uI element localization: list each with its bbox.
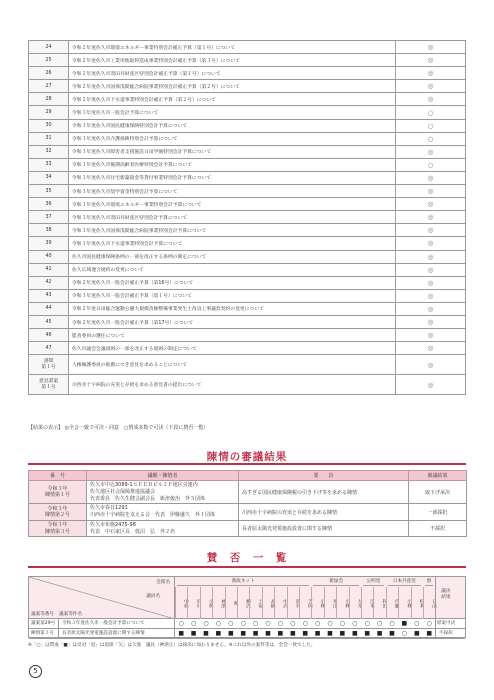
motion-number: 34 xyxy=(29,171,69,184)
votes-title-rule xyxy=(28,566,466,568)
party-underline xyxy=(313,585,359,586)
motion-result: ◎ xyxy=(396,54,466,67)
motion-title: 令和２年度佐久市一般会計補正予算（第16号）について xyxy=(69,276,396,289)
motion-row xyxy=(29,329,466,342)
member-name: 大井 xyxy=(349,587,361,619)
member-name: 小林 xyxy=(200,587,212,619)
motion-title: 令和３年度佐久市下水道事業特別会計予算について xyxy=(69,237,396,250)
member-name: 松本 xyxy=(411,587,423,619)
motion-title: 令和３年度佐久市障害者支援施設日田学園特別会計予算について xyxy=(69,145,396,158)
page-number: 5 xyxy=(29,665,42,678)
motion-number: 39 xyxy=(29,237,69,250)
vote-mark: ■ xyxy=(314,630,321,637)
motion-row xyxy=(29,132,466,145)
member-name: 市川 xyxy=(187,587,199,619)
motion-row xyxy=(29,250,466,263)
member-name: 日山 xyxy=(423,587,435,619)
member-name: 吉岡 xyxy=(299,587,311,619)
motion-title: 人権擁護委員の推薦につき意見を求めることについて xyxy=(69,355,396,375)
motion-row xyxy=(29,119,466,132)
motion-number: 諮問 第１号 xyxy=(29,355,69,375)
motion-row xyxy=(29,41,466,54)
motion-result: ○ xyxy=(396,132,466,145)
party-underline xyxy=(363,585,384,586)
vote-mark: ○ xyxy=(228,620,234,627)
corner-label-party: 会派名 xyxy=(156,580,170,585)
motion-number: 28 xyxy=(29,93,69,106)
motion-result: ○ xyxy=(396,119,466,132)
member-name: 柳沢 xyxy=(237,587,249,619)
motion-row xyxy=(29,93,466,106)
vote-mark: ○ xyxy=(314,620,321,627)
member-name: 中沢 xyxy=(274,587,286,619)
votes-header xyxy=(29,577,465,619)
vote-mark: ■ xyxy=(252,630,259,637)
motion-title: 令和２年度佐久市下水道事業特別会計補正予算（第２号）について xyxy=(69,93,396,106)
vote-mark: ■ xyxy=(227,630,234,637)
vote-row-number: 議案第29号 xyxy=(29,619,59,628)
petitions-header-row xyxy=(29,471,467,481)
motion-result: ◎ xyxy=(396,237,466,250)
result-header: 議決 結果 xyxy=(435,577,455,619)
motion-row xyxy=(29,80,466,93)
petition-row xyxy=(29,504,467,521)
motion-number: 30 xyxy=(29,119,69,132)
motion-result: ◎ xyxy=(396,41,466,54)
motion-result: ◎ xyxy=(396,211,466,224)
vote-mark: ■ xyxy=(351,630,358,637)
vote-mark: ○ xyxy=(240,620,246,627)
motion-result: ◎ xyxy=(396,198,466,211)
motion-row xyxy=(29,158,466,171)
petitioner-line: 代表委員 佐久生健会副会長 新津俊治 外５団体 xyxy=(90,495,206,502)
motion-title: 令和２年度日田総合運動公園大規模改修整備事業発生土改良工事議負契約の変更について xyxy=(69,302,396,315)
vote-row xyxy=(29,629,465,639)
vote-mark: ■ xyxy=(215,630,222,637)
corner-label-member: 議員名 xyxy=(146,594,160,599)
vote-mark: ○ xyxy=(277,620,283,627)
motion-result: ◎ xyxy=(396,375,466,395)
motion-title: 監査委員の選任について xyxy=(69,329,396,342)
vote-mark: ■ xyxy=(178,630,185,637)
motion-title: 令和３年度佐久市住宅新築資金等貸付事業特別会計予算について xyxy=(69,171,396,184)
motion-title: 令和３年度佐久市後期高齢者医療特別会計予算について xyxy=(69,158,396,171)
motion-row xyxy=(29,106,466,119)
motion-number: 27 xyxy=(29,80,69,93)
motion-row xyxy=(29,211,466,224)
motion-number: 24 xyxy=(29,41,69,54)
party-label: 公明党 xyxy=(366,579,381,584)
vote-mark: ■ xyxy=(339,630,346,637)
motion-title: 令和２年度佐久市一般会計補正予算（第17号）について xyxy=(69,315,396,328)
vote-mark: ■ xyxy=(265,630,271,637)
vote-row xyxy=(29,619,465,629)
party-underline xyxy=(177,585,309,586)
vote-row-number: 陳情第３号 xyxy=(29,629,59,638)
vote-row-result: 不採択 xyxy=(435,629,455,638)
motion-result: ◎ xyxy=(396,302,466,315)
vote-mark: ○ xyxy=(352,620,358,627)
motion-title: 令和３年度佐久市環境エネルギー事業特別会計予算について xyxy=(69,198,396,211)
petition-number: 令和３年 陳情第１号 xyxy=(29,481,87,504)
motion-result: ◎ xyxy=(396,329,466,342)
petition-summary: 川西赤十字病院の充実と存続を求める陳情 xyxy=(239,504,409,521)
vote-mark: ■ xyxy=(277,630,284,637)
motion-title: 令和３年度佐久市一般会計予算について xyxy=(69,106,396,119)
motion-row xyxy=(29,67,466,80)
vote-mark: ■ xyxy=(240,630,247,637)
motion-row xyxy=(29,237,466,250)
motion-number: 38 xyxy=(29,224,69,237)
petitions-header-petitioner: 議願・陳情者 xyxy=(87,471,239,481)
member-name: 小林 xyxy=(311,587,323,619)
motion-result: ◎ xyxy=(396,185,466,198)
motion-result: ◎ xyxy=(396,67,466,80)
motion-title: 令和２年度佐久市工業用地取得造成事業特別会計補正予算（第３号）について xyxy=(69,54,396,67)
motion-title: 令和３年度佐久市国民健康保険特別会計予算について xyxy=(69,119,396,132)
member-name: 井出 xyxy=(324,587,336,619)
vote-mark: ○ xyxy=(252,620,259,627)
member-name: 江本 xyxy=(361,587,373,619)
petitions-body xyxy=(29,481,467,537)
petition-number: 令和３年 陳情第３号 xyxy=(29,520,87,537)
petition-summary: 高すぎる国民健康保険税の引き下げ等を求める陳情 xyxy=(239,481,409,504)
motion-title: 令和３年度佐久市介護保険特別会計予算について xyxy=(69,132,396,145)
petitioner-line: 佐久市中込3089-1ＳＥＥＤビル２Ｆ地区労連内 xyxy=(90,482,198,488)
vote-mark: ○ xyxy=(178,620,184,627)
vote-mark: ■ xyxy=(376,630,383,637)
motion-number: 42 xyxy=(29,276,69,289)
petitions-header-no: 番 号 xyxy=(29,471,87,481)
vote-mark: ○ xyxy=(364,620,370,627)
member-name: 中條 xyxy=(175,587,187,619)
motion-row xyxy=(29,355,466,375)
motion-number: 44 xyxy=(29,302,69,315)
motion-title: 佐久広域連合規約の変更について xyxy=(69,263,396,276)
motion-title: 佐久市議会会議規則の一部を改正する規則の制定について xyxy=(69,342,396,355)
corner-label-title: 議案等件名 xyxy=(59,612,82,617)
vote-mark: ○ xyxy=(339,620,345,627)
vote-mark: ■ xyxy=(327,630,333,637)
vote-row-result: 原案可決 xyxy=(436,621,456,626)
motion-result: ◎ xyxy=(396,93,466,106)
vote-mark: ○ xyxy=(376,620,383,627)
petitions-header-summary: 要 旨 xyxy=(239,471,409,481)
vote-row-title: 令和３年度佐久市一般会計予算について xyxy=(60,619,175,628)
petition-petitioner xyxy=(87,504,239,521)
member-name: 清水 xyxy=(287,587,299,619)
motion-number: 45 xyxy=(29,315,69,328)
motion-row xyxy=(29,224,466,237)
petition-row xyxy=(29,520,467,537)
petition-row xyxy=(29,481,467,504)
petitioner-line: 佐久地区社会保障推進協議会 xyxy=(90,488,156,495)
motion-result: ◎ xyxy=(396,224,466,237)
petitioner-line: 佐久市春日1291 xyxy=(90,505,128,512)
motion-title: 佐久市国民健康保険条例の一部を改正する条例の制定について xyxy=(69,250,396,263)
motion-title: 令和３年度佐久市茂田井財産区特別会計予算について xyxy=(69,211,396,224)
motion-result: ◎ xyxy=(396,355,466,375)
motion-title: 令和３年度佐久市国保浅間総合病院事業特別会計予算について xyxy=(69,224,396,237)
motion-number: 43 xyxy=(29,289,69,302)
vote-mark: ■ xyxy=(364,630,371,637)
motion-title: 令和２年度佐久市環境エネルギー事業特別会計補正予算（第１号）について xyxy=(69,41,396,54)
motion-number: 26 xyxy=(29,67,69,80)
motion-result: ○ xyxy=(396,158,466,171)
motion-number: 33 xyxy=(29,158,69,171)
motion-result: ◎ xyxy=(396,171,466,184)
motion-number: 29 xyxy=(29,106,69,119)
motion-row xyxy=(29,315,466,328)
party-underline xyxy=(388,585,421,586)
motion-row xyxy=(29,171,466,184)
motion-result: ◎ xyxy=(396,80,466,93)
member-name: 高橋 xyxy=(262,587,274,619)
motion-result: ◎ xyxy=(396,276,466,289)
petition-petitioner xyxy=(87,520,239,537)
motion-row xyxy=(29,302,466,315)
corner-label-number: 議案等番号 xyxy=(31,612,54,617)
member-name: 小林 xyxy=(336,587,348,619)
motion-result: ◎ xyxy=(396,289,466,302)
vote-mark: ○ xyxy=(215,620,221,627)
vote-mark: ○ xyxy=(401,630,407,637)
vote-mark: ○ xyxy=(290,620,296,627)
motion-row xyxy=(29,375,466,395)
motion-number: 37 xyxy=(29,211,69,224)
petition-result: 不採択 xyxy=(409,520,467,537)
motion-result: ◎ xyxy=(396,250,466,263)
motion-row xyxy=(29,276,466,289)
vote-mark: ■ xyxy=(190,630,197,637)
motion-row xyxy=(29,289,466,302)
vote-mark: ○ xyxy=(265,620,271,627)
motion-title: 令和２年度佐久市茂田井財産区特別会計補正予算（第１号）について xyxy=(69,67,396,80)
vote-mark: ○ xyxy=(426,620,432,627)
votes-footnote: ※「○」は賛成「■」は反対「退」は退席「欠」は欠席 議長（神津正）は採決に加わりません。※これ以外の案件等は、全会一致でした。 xyxy=(28,643,316,648)
motion-result: ○ xyxy=(396,106,466,119)
motion-title: 令和２年度佐久市国保浅間総合病院事業特別会計補正予算（第２号）について xyxy=(69,80,396,93)
petitions-table xyxy=(28,470,467,537)
motions-body xyxy=(29,41,466,395)
petitioner-line: 代表 中石家区長 低沼 弘 外２名 xyxy=(90,528,176,535)
motion-result: ◎ xyxy=(396,263,466,276)
motion-title: 令和３年度佐久市一般会計補正予算（第１号）について xyxy=(69,289,396,302)
vote-mark: ■ xyxy=(289,630,296,637)
party-label: 新政ネット xyxy=(231,579,255,584)
petition-number: 令和３年 陳情第２号 xyxy=(29,504,87,521)
vote-mark: ■ xyxy=(401,620,408,627)
party-underline xyxy=(425,585,433,586)
petition-result: 一部採択 xyxy=(409,504,467,521)
results-legend: 【結果の表示】 ◎全会一致で可決・同意 ○賛成多数で可決（下段に賛否一覧） xyxy=(28,425,209,431)
vote-mark: ○ xyxy=(389,620,395,627)
party-label: 無 xyxy=(426,579,432,584)
party-label: 日本共産党 xyxy=(392,579,416,584)
motion-row xyxy=(29,54,466,67)
petition-summary: 長者原太陽光発電施設設置に関する陳情 xyxy=(239,520,409,537)
member-name: 神津 xyxy=(212,587,224,619)
motion-number: 36 xyxy=(29,198,69,211)
petition-petitioner xyxy=(87,481,239,504)
vote-mark: ○ xyxy=(414,620,420,627)
motions-table xyxy=(28,40,466,395)
votes-corner xyxy=(29,577,175,619)
motion-title: 川西赤十字病院の充実と存続を求める意見書の提出について xyxy=(69,375,396,395)
party-label: 新緑会 xyxy=(329,579,344,584)
member-name: 土屋 xyxy=(249,587,261,619)
motion-number: 41 xyxy=(29,263,69,276)
member-name: 和田 xyxy=(373,587,385,619)
vote-mark: ■ xyxy=(389,630,395,637)
motion-row xyxy=(29,198,466,211)
petition-result: 取下げ承決 xyxy=(409,481,467,504)
member-name: 関 xyxy=(225,587,237,619)
vote-mark: ○ xyxy=(302,620,308,627)
motion-number: 35 xyxy=(29,185,69,198)
petitioner-line: 佐久市布施2475-98 xyxy=(90,521,136,528)
vote-mark: ○ xyxy=(327,620,333,627)
vote-mark: ■ xyxy=(413,630,420,637)
vote-mark: ○ xyxy=(203,620,209,627)
petitions-title: 陳情の審議結果 xyxy=(206,451,288,463)
motion-number: 32 xyxy=(29,145,69,158)
motion-result: ◎ xyxy=(396,145,466,158)
motion-title: 令和３年度佐久市奨学資金特別会計予算について xyxy=(69,185,396,198)
motion-number: 47 xyxy=(29,342,69,355)
vote-mark: ■ xyxy=(203,630,209,637)
votes-table xyxy=(28,576,466,638)
vote-mark: ■ xyxy=(426,630,433,637)
motion-number: 意見書案 第１号 xyxy=(29,375,69,395)
motion-row xyxy=(29,342,466,355)
motion-number: 46 xyxy=(29,329,69,342)
vote-mark: ○ xyxy=(190,620,197,627)
motion-row xyxy=(29,145,466,158)
motion-number: 40 xyxy=(29,250,69,263)
petitions-title-rule xyxy=(28,463,466,465)
petitions-header-result: 審議結果 xyxy=(409,471,467,481)
petitioner-line: 川西赤十字病院を支える会 代表 伊藤盛久 外１団体 xyxy=(90,512,216,518)
member-name: 小林 xyxy=(398,587,410,619)
member-name: 内藤 xyxy=(386,587,398,619)
vote-row-title: 長者原太陽光発電施設設置に関する陳情 xyxy=(60,629,175,638)
motion-result: ◎ xyxy=(396,315,466,328)
vote-mark: ■ xyxy=(302,630,309,637)
motion-number: 31 xyxy=(29,132,69,145)
motion-number: 25 xyxy=(29,54,69,67)
motion-result: ◎ xyxy=(396,342,466,355)
votes-title: 賛 否 一 覧 xyxy=(206,552,288,564)
motion-row xyxy=(29,263,466,276)
motion-row xyxy=(29,185,466,198)
